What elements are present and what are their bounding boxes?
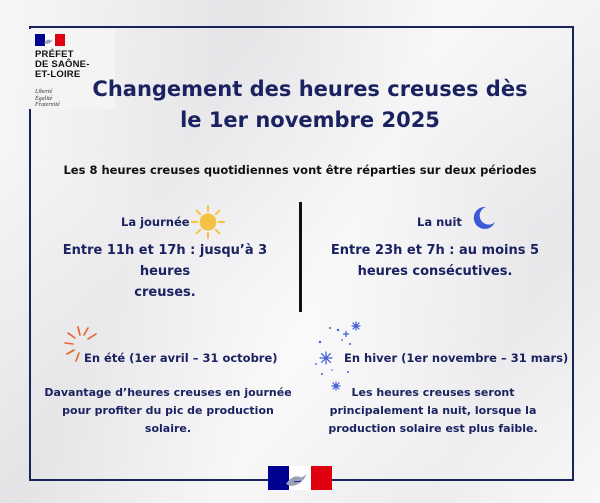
day-text bbox=[40, 240, 290, 303]
winter-text-line-3: production solaire est plus faible. bbox=[328, 422, 538, 435]
summer-text-line-2: pour profiter du pic de production bbox=[62, 404, 274, 417]
night-label: La nuit bbox=[417, 215, 462, 229]
moon-icon bbox=[469, 204, 497, 232]
republic-motto bbox=[35, 89, 60, 109]
day-text-line-2: creuses. bbox=[134, 285, 196, 300]
subtitle: Les 8 heures creuses quotidiennes vont être réparties sur deux périodes bbox=[63, 163, 537, 177]
prefecture-line-2: DE SAÔNE- bbox=[35, 59, 90, 70]
sun-icon bbox=[190, 204, 226, 240]
winter-text-line-1: Les heures creuses seront bbox=[351, 386, 515, 399]
night-text-line-1: Entre 23h et 7h : au moins 5 bbox=[330, 243, 540, 258]
summer-text-line-1: Davantage d’heures creuses en journée bbox=[44, 386, 292, 399]
motto-line-2: Égalité bbox=[35, 95, 53, 102]
summer-label: En été (1er avril – 31 octobre) bbox=[84, 351, 278, 365]
night-text-line-2: heures consécutives. bbox=[357, 264, 513, 279]
motto-line-1: Liberté bbox=[35, 89, 53, 95]
summer-text bbox=[40, 384, 296, 438]
day-text-line-1: Entre 11h et 17h : jusqu’à 3 heures bbox=[62, 243, 268, 279]
prefecture-line-1: PRÉFET bbox=[35, 49, 74, 60]
title-line-2: le 1er novembre 2025 bbox=[180, 108, 440, 132]
page-title bbox=[80, 74, 540, 136]
winter-text-line-2: principalement la nuit, lorsque la bbox=[329, 404, 537, 417]
marianne-flag-icon bbox=[35, 34, 65, 46]
summer-text-line-3: solaire. bbox=[144, 422, 192, 435]
winter-label: En hiver (1er novembre – 31 mars) bbox=[344, 351, 569, 365]
marianne-bottom-flag-icon bbox=[268, 466, 332, 490]
title-line-1: Changement des heures creuses dès bbox=[92, 77, 528, 101]
motto-line-3: Fraternité bbox=[35, 102, 60, 108]
night-text bbox=[310, 240, 560, 282]
vertical-divider bbox=[299, 202, 302, 312]
winter-text bbox=[305, 384, 561, 438]
day-label: La journée bbox=[121, 215, 190, 229]
prefecture-line-3: ET-LOIRE bbox=[35, 69, 81, 80]
